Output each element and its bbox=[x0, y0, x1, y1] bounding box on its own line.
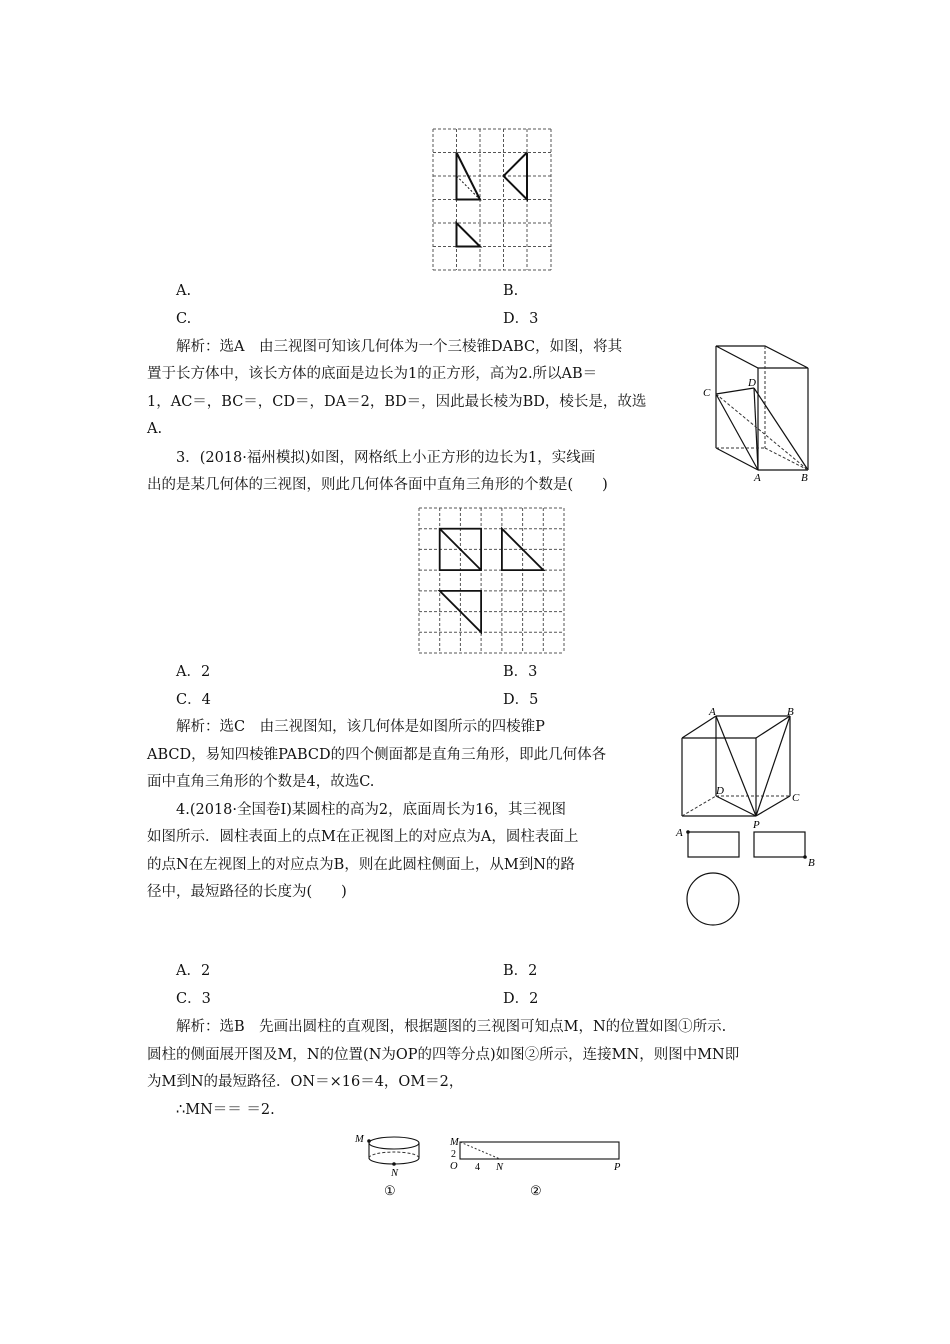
q4-fig1-label-m: M bbox=[355, 1134, 364, 1145]
q2-solution-line-3: 1，AC＝，BC＝，CD＝，DA＝2，BD＝，因此最长棱为BD，棱长是，故选 bbox=[147, 394, 647, 410]
q4-option-d: D．2 bbox=[503, 991, 539, 1007]
q3-option-d: D．5 bbox=[503, 692, 539, 708]
q3-fig-label-b: B bbox=[787, 706, 794, 718]
q2-fig-label-b: B bbox=[801, 472, 808, 484]
q3-stem-line-1: 3．(2018·福州模拟)如图，网格纸上小正方形的边长为1，实线画 bbox=[176, 450, 596, 466]
q4-fig2-label-2: 2 bbox=[451, 1149, 456, 1160]
q3-solution-line-1: 解析：选C 由三视图知，该几何体是如图所示的四棱锥P bbox=[176, 719, 545, 735]
q4-stem-line-1: 4.(2018·全国卷Ⅰ)某圆柱的高为2，底面周长为16，其三视图 bbox=[176, 802, 567, 818]
q3-fig-label-p: P bbox=[753, 819, 760, 831]
q2-option-a: A. bbox=[176, 283, 192, 299]
q4-solution-line-3: 为M到N的最短路径．ON＝×16＝4，OM＝2， bbox=[147, 1074, 464, 1090]
q4-option-b: B．2 bbox=[503, 963, 538, 979]
q4-fig2-caption: ② bbox=[530, 1183, 542, 1198]
q2-option-c: C. bbox=[176, 311, 192, 327]
q3-stem-line-2: 出的是某几何体的三视图，则此几何体各面中直角三角形的个数是( ) bbox=[147, 477, 608, 493]
q2-solution-line-2: 置于长方体中，该长方体的底面是边长为1的正方形，高为2.所以AB＝ bbox=[147, 366, 598, 382]
q4-fig2-label-4: 4 bbox=[475, 1162, 480, 1173]
q4-view-label-a: A bbox=[676, 827, 683, 839]
q2-option-b: B. bbox=[503, 283, 519, 299]
q4-figure-2-unrolled-surface bbox=[444, 1128, 634, 1200]
q3-fig-label-a: A bbox=[709, 706, 716, 718]
q4-option-c: C．3 bbox=[176, 991, 211, 1007]
q2-fig-label-d: D bbox=[748, 377, 756, 389]
q3-solution-pyramid-figure bbox=[676, 703, 816, 831]
q2-solution-line-4: A. bbox=[147, 421, 163, 437]
q3-solution-line-2: ABCD，易知四棱锥PABCD的四个侧面都是直角三角形，即此几何体各 bbox=[147, 747, 607, 763]
q2-option-d: D．3 bbox=[503, 311, 539, 327]
q4-view-label-b: B bbox=[808, 857, 815, 869]
q4-solution-line-2: 圆柱的侧面展开图及M，N的位置(N为OP的四等分点)如图②所示，连接MN，则图中MN即 bbox=[147, 1047, 740, 1063]
q3-option-b: B．3 bbox=[503, 664, 538, 680]
q4-solution-line-1: 解析：选B 先画出圆柱的直观图，根据题图的三视图可知点M，N的位置如图①所示. bbox=[176, 1019, 727, 1035]
q4-fig1-caption: ① bbox=[384, 1183, 396, 1198]
q4-stem-line-3: 的点N在左视图上的对应点为B，则在此圆柱侧面上，从M到N的路 bbox=[147, 857, 575, 873]
q3-fig-label-c: C bbox=[792, 792, 800, 804]
q2-three-view-figure bbox=[432, 128, 552, 272]
q3-option-c: C．4 bbox=[176, 692, 211, 708]
q4-fig2-label-p: P bbox=[614, 1162, 621, 1173]
q2-fig-label-c: C bbox=[703, 387, 711, 399]
q4-solution-line-4: ∴MN＝＝ ＝2. bbox=[176, 1102, 275, 1118]
q4-figure-1-cylinder bbox=[352, 1128, 432, 1200]
q4-fig2-label-m: M bbox=[450, 1137, 459, 1148]
q3-option-a: A．2 bbox=[176, 664, 211, 680]
q4-stem-line-2: 如图所示．圆柱表面上的点M在正视图上的对应点为A，圆柱表面上 bbox=[147, 829, 579, 845]
q3-three-view-figure bbox=[418, 507, 566, 655]
q4-fig1-label-n: N bbox=[391, 1168, 399, 1179]
q4-fig2-label-o: O bbox=[450, 1161, 458, 1172]
q4-cylinder-three-views-figure bbox=[674, 822, 824, 930]
q4-stem-line-4: 径中，最短路径的长度为( ) bbox=[147, 884, 347, 900]
q3-fig-label-d: D bbox=[716, 785, 724, 797]
q2-solution-cuboid-figure bbox=[700, 338, 820, 484]
q4-fig2-label-n: N bbox=[496, 1162, 504, 1173]
q2-solution-line-1: 解析：选A 由三视图可知该几何体为一个三棱锥DABC，如图，将其 bbox=[176, 339, 623, 355]
q2-fig-label-a: A bbox=[754, 472, 761, 484]
q4-option-a: A．2 bbox=[176, 963, 211, 979]
q3-solution-line-3: 面中直角三角形的个数是4，故选C. bbox=[147, 774, 375, 790]
